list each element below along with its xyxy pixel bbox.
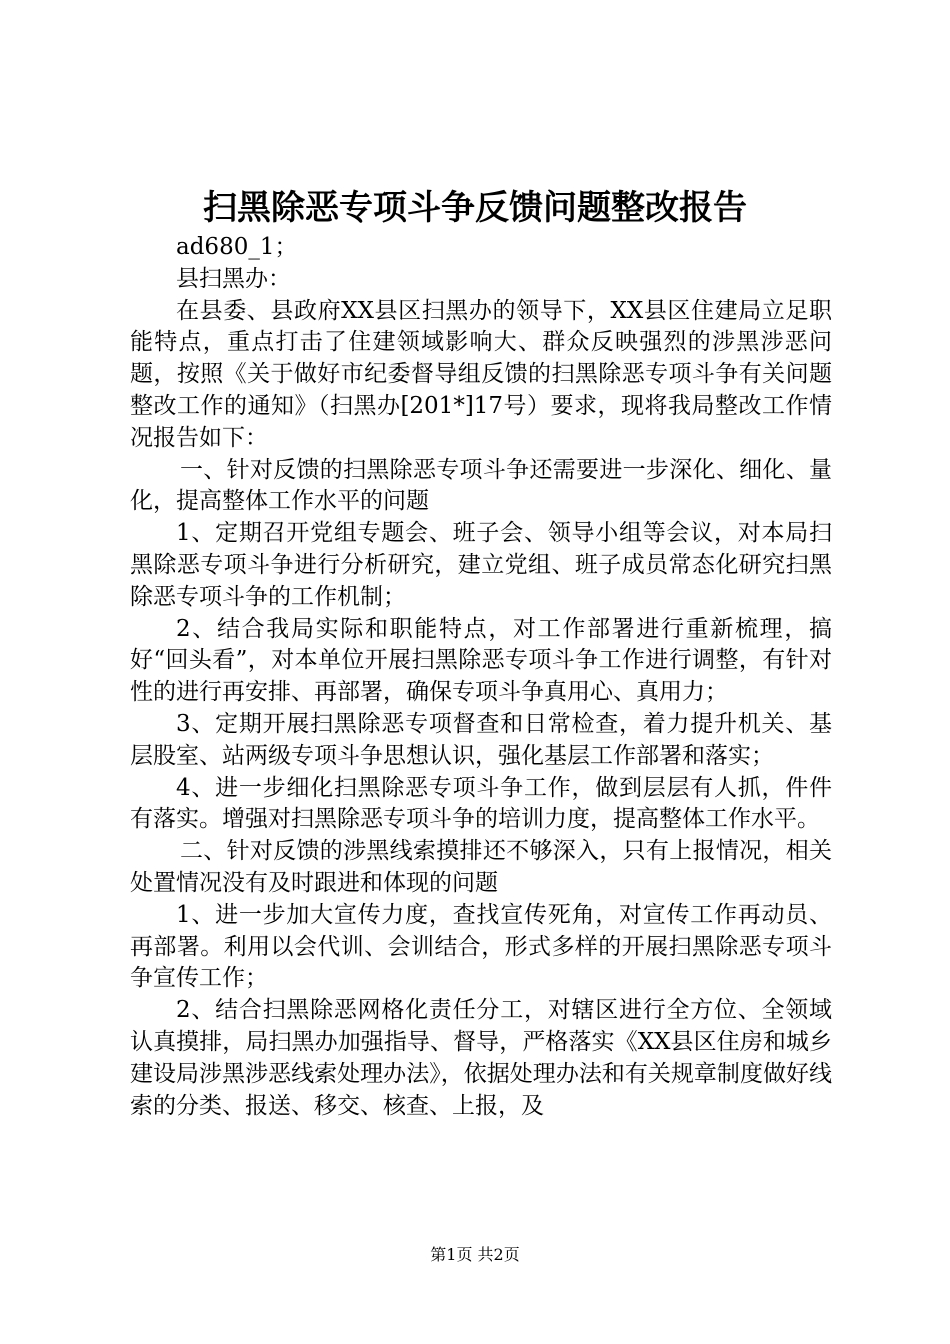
paragraph-item: 4、进一步细化扫黑除恶专项斗争工作，做到层层有人抓，件件有落实。增强对扫黑除恶专项斗争的培训力度，提高整体工作水平。: [130, 774, 832, 833]
paragraph-item: 2、结合我局实际和职能特点，对工作部署进行重新梳理，搞好“回头看”，对本单位开展扫黑除恶专项斗争工作进行调整，有针对性的进行再安排、再部署，确保专项斗争真用心、真用力；: [130, 615, 832, 706]
page-footer: 第1页 共2页: [430, 1245, 520, 1264]
paragraph-item: 1、进一步加大宣传力度，查找宣传死角，对宣传工作再动员、再部署。利用以会代训、会训结合，形式多样的开展扫黑除恶专项斗争宣传工作；: [130, 901, 832, 992]
paragraph-code: ad680_1；: [176, 234, 298, 260]
paragraph-item: 2、结合扫黑除恶网格化责任分工，对辖区进行全方位、全领域认真摸排，局扫黑办加强指导、督导，严格落实《XX县区住房和城乡建设局涉黑涉恶线索处理办法》，依据处理办法和有关规章制度做好线索的分类、报送、移交、核查、上报，及: [130, 997, 832, 1119]
paragraph-item: 3、定期开展扫黑除恶专项督查和日常检查，着力提升机关、基层股室、站两级专项斗争思想认识，强化基层工作部署和落实；: [130, 710, 832, 769]
section-heading-2: 二、针对反馈的涉黑线索摸排还不够深入，只有上报情况，相关处置情况没有及时跟进和体现的问题: [130, 838, 832, 896]
paragraph-recipient: 县扫黑办：: [176, 265, 291, 292]
section-heading-1: 一、针对反馈的扫黑除恶专项斗争还需要进一步深化、细化、量化，提高整体工作水平的问题: [130, 456, 832, 515]
paragraph-intro: 在县委、县政府XX县区扫黑办的领导下，XX县区住建局立足职能特点，重点打击了住建领域影响大、群众反映强烈的涉黑涉恶问题，按照《关于做好市纪委督导组反馈的扫黑除恶专项斗争有关问题整改工作的通知》（扫黑办[201*]17号）要求，现将我局整改工作情况报告如下：: [130, 297, 832, 451]
paragraph-item: 1、定期召开党组专题会、班子会、领导小组等会议，对本局扫黑除恶专项斗争进行分析研究，建立党组、班子成员常态化研究扫黑除恶专项斗争的工作机制；: [130, 520, 832, 610]
document-title: 扫黑除恶专项斗争反馈问题整改报告: [203, 188, 747, 228]
document-body: [130, 232, 832, 1122]
